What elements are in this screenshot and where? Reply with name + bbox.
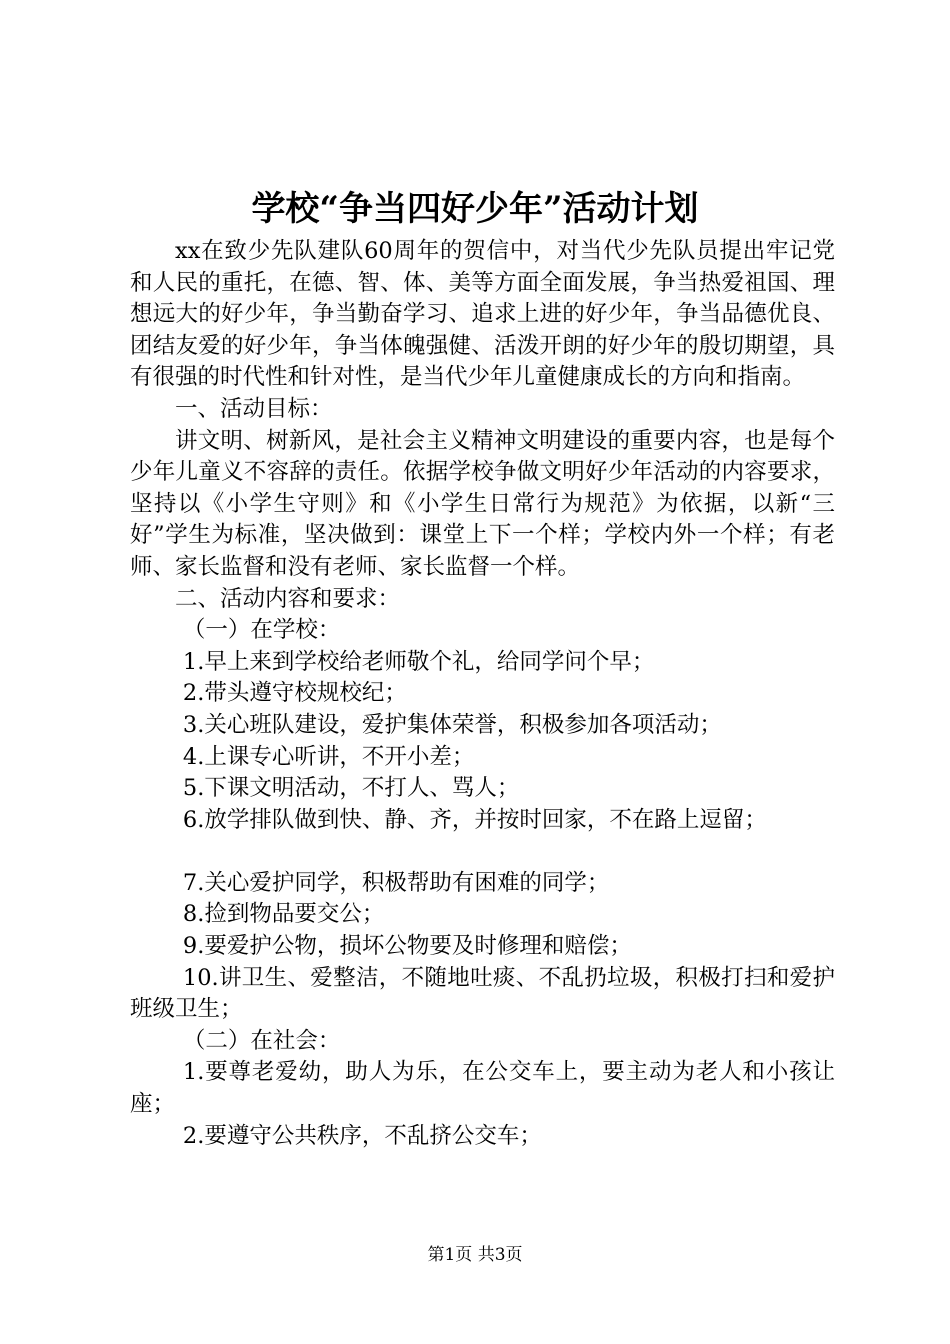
document-title: 学校“争当四好少年”活动计划 [251, 189, 699, 229]
school-subheading: （一）在学校： [182, 617, 341, 644]
school-item-6: 6.放学排队做到快、静、齐，并按时回家，不在路上逗留； [182, 806, 767, 833]
school-item-8: 8.捡到物品要交公； [182, 901, 385, 928]
blank-line [130, 836, 835, 868]
section-2-heading: 二、活动内容和要求： [175, 585, 401, 612]
section-1-heading: 一、活动目标： [175, 395, 333, 422]
school-item-2: 2.带头遵守校规校纪； [182, 680, 407, 707]
society-item-2: 2.要遵守公共秩序，不乱挤公交车； [182, 1122, 542, 1149]
school-item-3: 3.关心班队建设，爱护集体荣誉，积极参加各项活动； [182, 711, 722, 738]
school-item-9: 9.要爱护公物，损坏公物要及时修理和赔偿； [182, 933, 632, 960]
school-item-4: 4.上课专心听讲，不开小差； [182, 743, 475, 770]
school-item-10: 10.讲卫生、爱整洁，不随地吐痰、不乱扔垃圾，积极打扫和爱护班级卫生； [130, 964, 835, 1023]
society-subheading: （二）在社会： [182, 1027, 341, 1054]
school-item-5: 5.下课文明活动，不打人、骂人； [182, 775, 520, 802]
section-1-paragraph: 讲文明、树新风，是社会主义精神文明建设的重要内容，也是每个少年儿童义不容辞的责任。依据学校争做文明好少年活动的内容要求，坚持以《小学生守则》和《小学生日常行为规范》为依据，以新“三好”学生为标准，坚决做到：课堂上下一个样；学校内外一个样；有老师、家长监督和没有老师、家长监督一个样。 [130, 427, 835, 580]
school-item-1: 1.早上来到学校给老师敬个礼，给同学问个早； [182, 648, 655, 675]
society-item-1: 1.要尊老爱幼，助人为乐，在公交车上，要主动为老人和小孩让座； [130, 1059, 835, 1118]
school-item-7: 7.关心爱护同学，积极帮助有困难的同学； [182, 869, 610, 896]
intro-paragraph: xx在致少先队建队60周年的贺信中，对当代少先队员提出牢记党和人民的重托，在德、智、体、美等方面全面发展，争当热爱祖国、理想远大的好少年，争当勤奋学习、追求上进的好少年，争当品德优良、团结友爱的好少年，争当体魄强健、活泼开朗的好少年的殷切期望，具有很强的时代性和针对性，是当代少年儿童健康成长的方向和指南。 [130, 238, 835, 391]
document-body [130, 236, 835, 1152]
page-footer: 第1页 共3页 [427, 1245, 523, 1265]
